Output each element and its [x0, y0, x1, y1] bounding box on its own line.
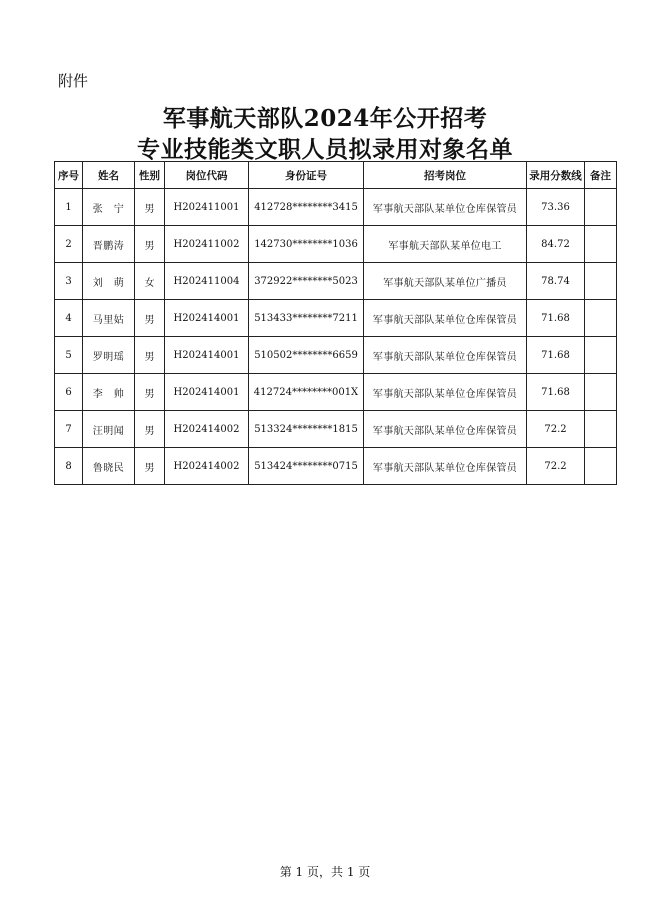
- cell-index: 2: [55, 226, 83, 263]
- cell-remarks: [585, 189, 617, 226]
- cell-post-code: H202414002: [165, 411, 249, 448]
- cell-name: 李 帅: [83, 374, 135, 411]
- cell-post: 军事航天部队某单位仓库保管员: [364, 448, 527, 485]
- cell-gender: 男: [135, 189, 165, 226]
- cell-post: 军事航天部队某单位电工: [364, 226, 527, 263]
- page-footer: 第 1 页，共 1 页: [279, 865, 371, 879]
- cell-post: 军事航天部队某单位仓库保管员: [364, 374, 527, 411]
- cell-name: 罗明瑶: [83, 337, 135, 374]
- cell-name: 张 宁: [83, 189, 135, 226]
- cell-gender: 男: [135, 300, 165, 337]
- cell-post: 军事航天部队某单位仓库保管员: [364, 189, 527, 226]
- cell-score: 71.68: [527, 337, 585, 374]
- cell-score: 71.68: [527, 374, 585, 411]
- cell-id-number: 142730********1036: [249, 226, 364, 263]
- header-index: 序号: [55, 162, 83, 189]
- page-subtitle: 专业技能类文职人员拟录用对象名单: [137, 136, 513, 163]
- cell-remarks: [585, 300, 617, 337]
- cell-name: 汪明闻: [83, 411, 135, 448]
- cell-id-number: 513324********1815: [249, 411, 364, 448]
- cell-gender: 男: [135, 374, 165, 411]
- cell-name: 晋鹏涛: [83, 226, 135, 263]
- cell-index: 7: [55, 411, 83, 448]
- cell-gender: 女: [135, 263, 165, 300]
- table-row: [55, 448, 617, 485]
- cell-post: 军事航天部队某单位仓库保管员: [364, 300, 527, 337]
- cell-id-number: 513424********0715: [249, 448, 364, 485]
- cell-gender: 男: [135, 448, 165, 485]
- attachment-label: 附件: [58, 72, 89, 90]
- cell-id-number: 510502********6659: [249, 337, 364, 374]
- cell-id-number: 513433********7211: [249, 300, 364, 337]
- cell-id-number: 412724********001X: [249, 374, 364, 411]
- cell-post: 军事航天部队某单位仓库保管员: [364, 411, 527, 448]
- table-header-row: [55, 162, 617, 189]
- header-id-number: 身份证号: [249, 162, 364, 189]
- cell-score: 72.2: [527, 411, 585, 448]
- cell-score: 71.68: [527, 300, 585, 337]
- cell-score: 84.72: [527, 226, 585, 263]
- header-name: 姓名: [83, 162, 135, 189]
- cell-post-code: H202414002: [165, 448, 249, 485]
- cell-post-code: H202411001: [165, 189, 249, 226]
- cell-index: 6: [55, 374, 83, 411]
- table-row: [55, 337, 617, 374]
- cell-post-code: H202414001: [165, 374, 249, 411]
- header-post-code: 岗位代码: [165, 162, 249, 189]
- header-gender: 性别: [135, 162, 165, 189]
- cell-index: 8: [55, 448, 83, 485]
- table-row: [55, 374, 617, 411]
- cell-post: 军事航天部队某单位广播员: [364, 263, 527, 300]
- cell-post-code: H202411004: [165, 263, 249, 300]
- cell-gender: 男: [135, 411, 165, 448]
- cell-gender: 男: [135, 226, 165, 263]
- cell-index: 4: [55, 300, 83, 337]
- header-remarks: 备注: [585, 162, 617, 189]
- cell-remarks: [585, 411, 617, 448]
- table-row: [55, 263, 617, 300]
- cell-post: 军事航天部队某单位仓库保管员: [364, 337, 527, 374]
- cell-post-code: H202414001: [165, 300, 249, 337]
- cell-post-code: H202411002: [165, 226, 249, 263]
- cell-score: 73.36: [527, 189, 585, 226]
- cell-remarks: [585, 226, 617, 263]
- table-row: [55, 411, 617, 448]
- cell-id-number: 412728********3415: [249, 189, 364, 226]
- cell-remarks: [585, 448, 617, 485]
- header-post: 招考岗位: [364, 162, 527, 189]
- table-row: [55, 300, 617, 337]
- cell-index: 1: [55, 189, 83, 226]
- cell-index: 3: [55, 263, 83, 300]
- cell-score: 78.74: [527, 263, 585, 300]
- cell-post-code: H202414001: [165, 337, 249, 374]
- cell-remarks: [585, 263, 617, 300]
- cell-score: 72.2: [527, 448, 585, 485]
- cell-index: 5: [55, 337, 83, 374]
- cell-name: 马里姑: [83, 300, 135, 337]
- cell-remarks: [585, 374, 617, 411]
- table-row: [55, 226, 617, 263]
- candidate-table: [54, 161, 617, 485]
- cell-id-number: 372922********5023: [249, 263, 364, 300]
- page-title: 军事航天部队2024年公开招考: [162, 105, 488, 132]
- cell-name: 刘 萌: [83, 263, 135, 300]
- cell-name: 鲁晓民: [83, 448, 135, 485]
- header-score: 录用分数线: [527, 162, 585, 189]
- cell-remarks: [585, 337, 617, 374]
- table-row: [55, 189, 617, 226]
- cell-gender: 男: [135, 337, 165, 374]
